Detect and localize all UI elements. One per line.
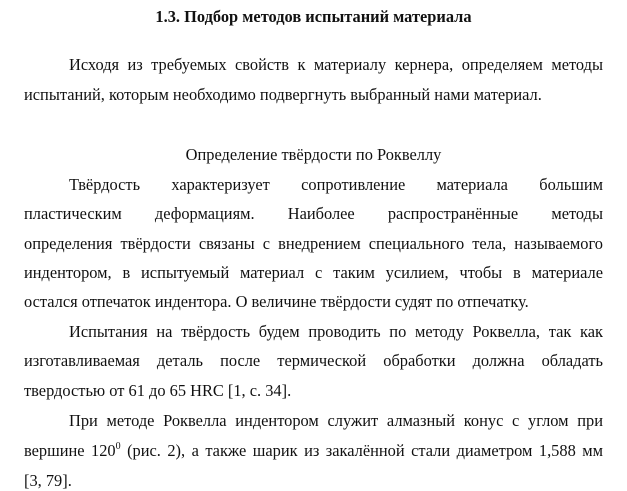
paragraph3-line-1: При методе Роквелла индентором служит алмазный конус с углом при [69, 411, 603, 430]
paragraph3-line-2-end: (рис. 2), а также шарик из закалённой стали диаметром 1,588 мм [120, 441, 603, 460]
paragraph2-line-1: Испытания на твёрдость будем проводить по методу Роквелла, так как [69, 322, 603, 341]
paragraph1-line-5: остался отпечаток индентора. О величине твёрдости судят по отпечатку. [24, 292, 529, 311]
paragraph2-line-2: изготавливаемая деталь после термической обработки должна обладать [24, 351, 603, 370]
intro-line-2: испытаний, которым необходимо подвергнуть выбранный нами материал. [24, 85, 542, 104]
degree-superscript: 0 [115, 441, 121, 452]
paragraph1-line-2: пластическим деформациям. Наиболее распространённые методы [24, 204, 603, 223]
paragraph2-line-3: твердостью от 61 до 65 HRC [1, с. 34]. [24, 381, 292, 400]
paragraph3-line-3: [3, 79]. [24, 471, 72, 490]
subsection-title: Определение твёрдости по Роквеллу [185, 145, 442, 164]
section-title: 1.3. Подбор методов испытаний материала [155, 7, 472, 26]
paragraph1-line-1: Твёрдость характеризует сопротивление материала большим [69, 175, 603, 194]
paragraph1-line-3: определения твёрдости связаны с внедрением специального тела, называемого [24, 234, 603, 253]
paragraph3-line-2 [24, 441, 603, 461]
paragraph3-line-2-start: вершине 120 [24, 441, 116, 460]
paragraph1-line-4: индентором, в испытуемый материал с таким усилием, чтобы в материале [24, 263, 603, 282]
intro-line-1: Исходя из требуемых свойств к материалу кернера, определяем методы [69, 55, 603, 74]
